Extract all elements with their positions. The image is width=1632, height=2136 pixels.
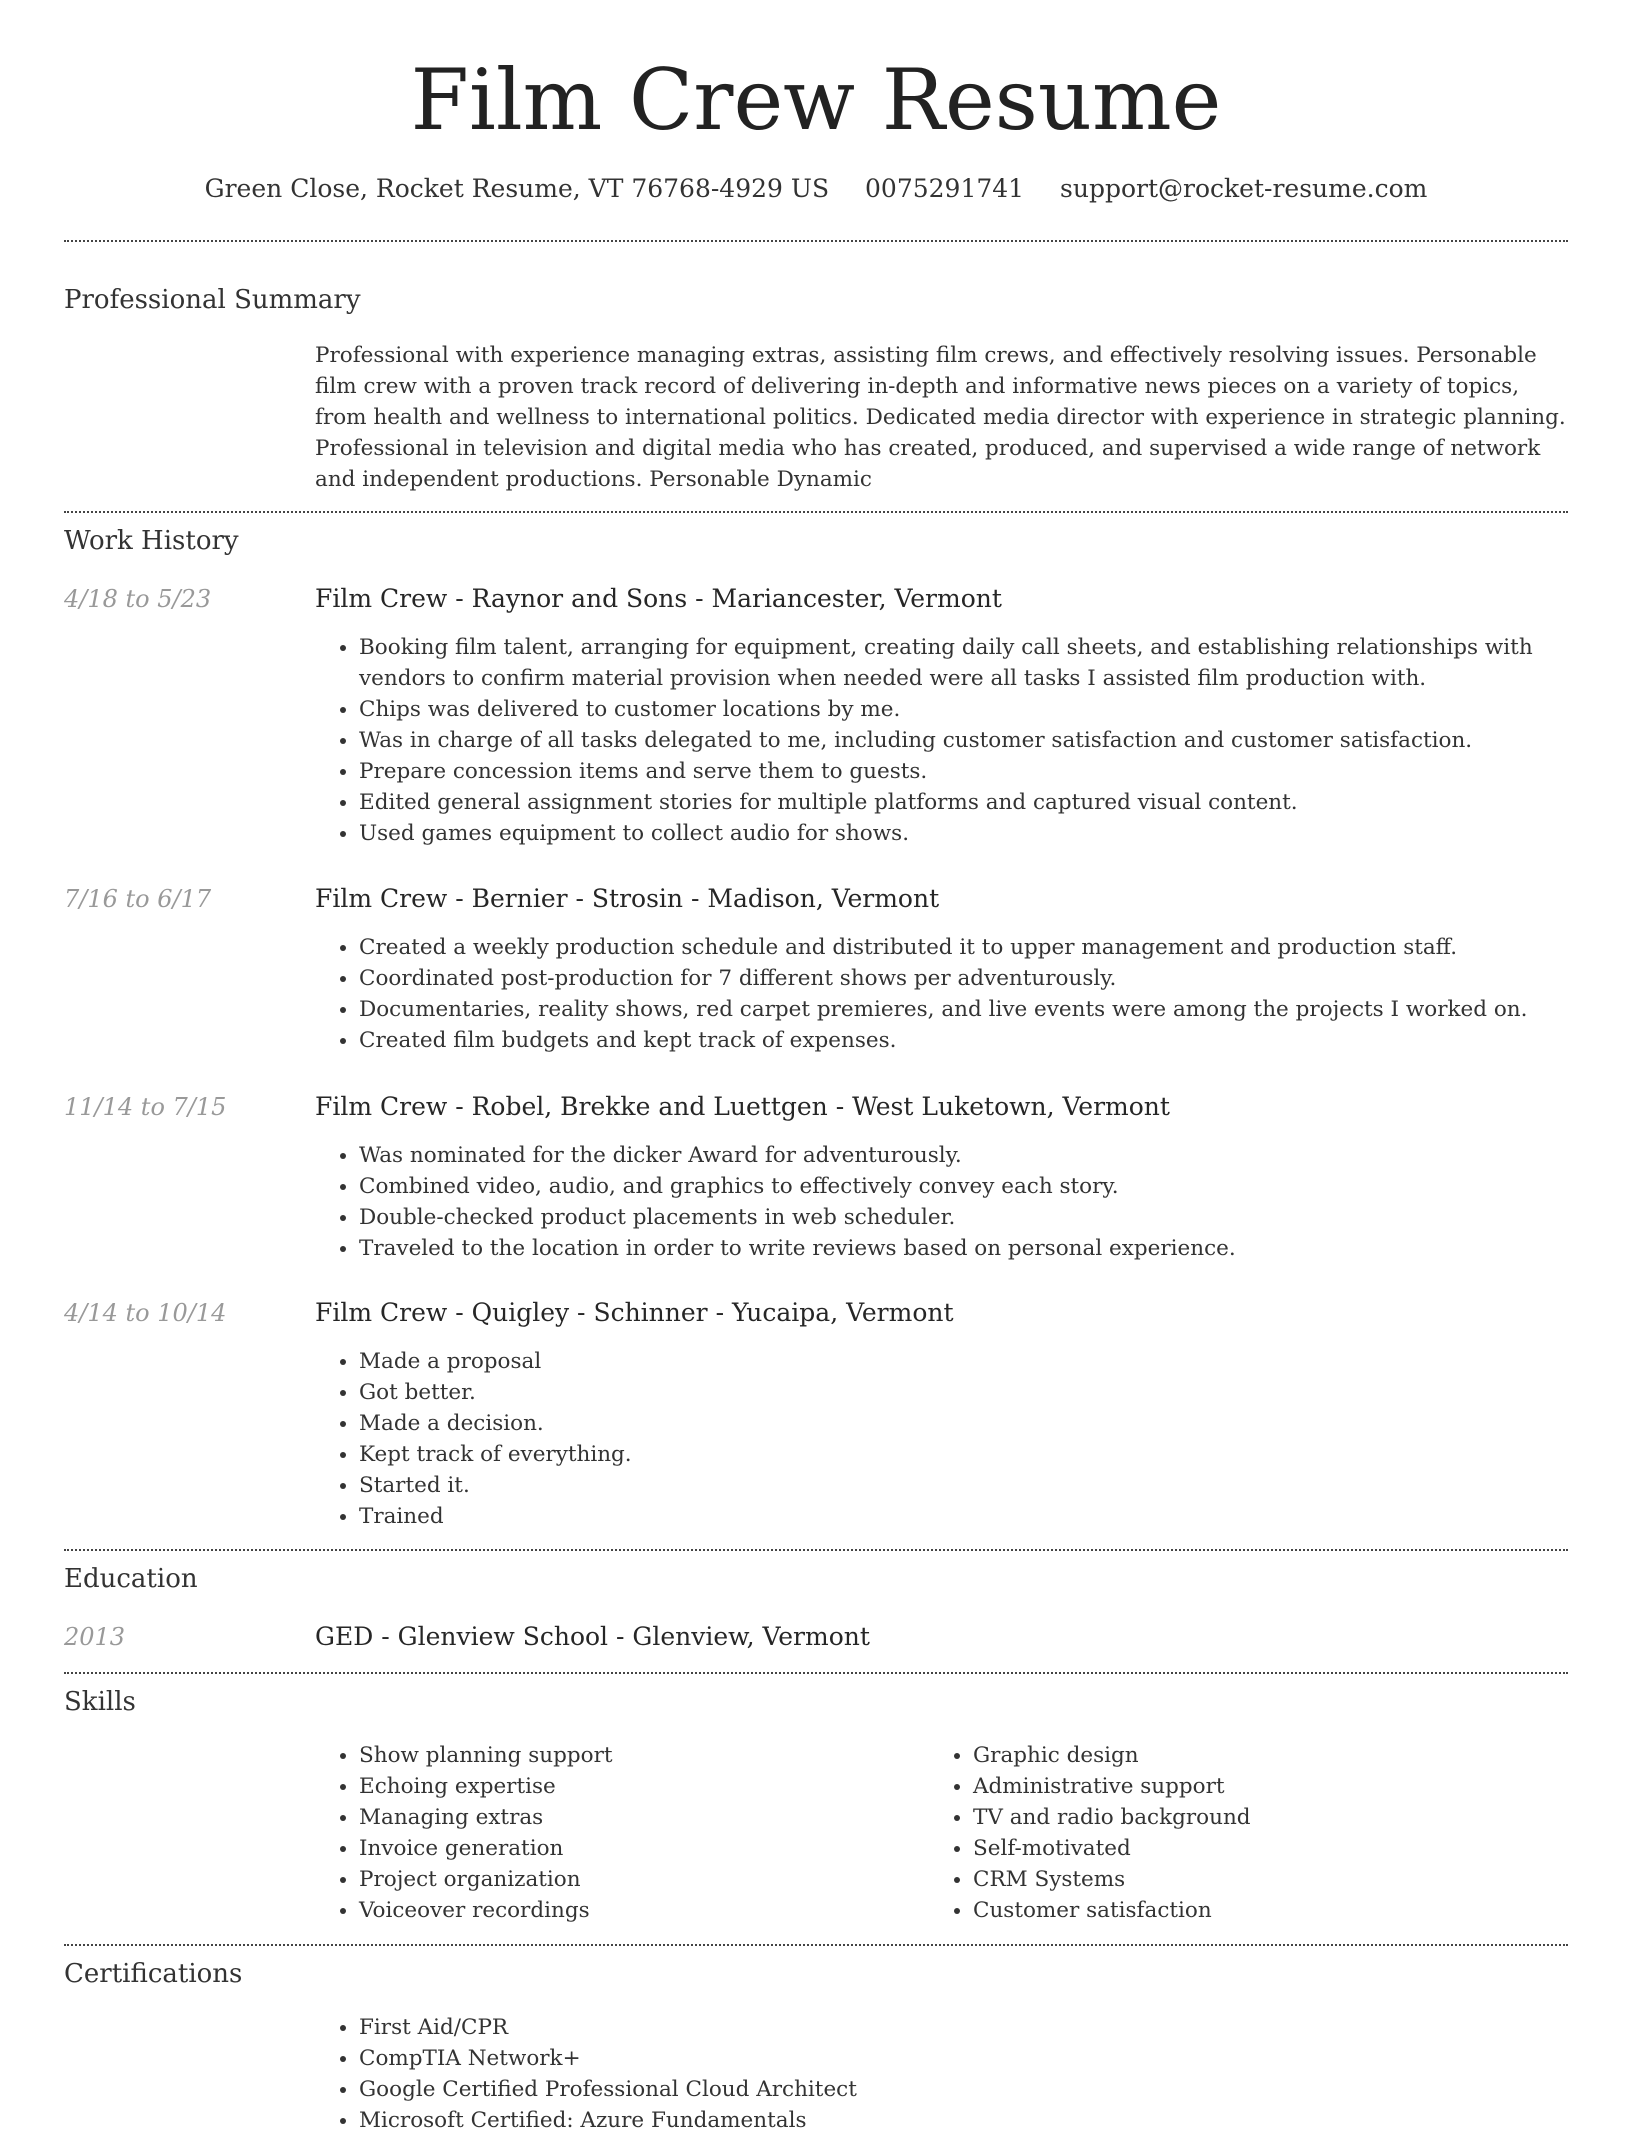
skills-heading: Skills xyxy=(64,1687,136,1717)
divider xyxy=(64,1944,1568,1946)
list-item: • Combined video, audio, and graphics to effectively convey each story. xyxy=(359,1171,1614,1202)
list-item: • Booking film talent, arranging for equipment, creating daily call sheets, and establishing relationships with vendors to confirm material provision when needed were all tasks I assisted film production with. xyxy=(359,632,1614,694)
resume-title: Film Crew Resume xyxy=(410,51,1222,149)
job-title: Film Crew - Robel, Brekke and Luettgen - West Luketown, Vermont xyxy=(315,1092,1170,1121)
job-title: Film Crew - Bernier - Strosin - Madison, Vermont xyxy=(315,884,940,913)
summary-text: Professional with experience managing extras, assisting film crews, and effectively resolving issues. Personable film crew with a proven track record of delivering in-depth and informative news pieces on a variety of topics, from health and wellness to international politics. Dedicated media director with experience in strategic planning. Professional in television and digital media who has created, produced, and supervised a wide range of network and independent productions. Personable Dynamic xyxy=(315,343,1566,492)
list-item: • Prepare concession items and serve them to guests. xyxy=(359,756,1614,787)
list-item: • Kept track of everything. xyxy=(359,1439,1614,1470)
divider xyxy=(64,511,1568,513)
job-title: Film Crew - Raynor and Sons - Mariancester, Vermont xyxy=(315,584,1002,613)
contact-line xyxy=(0,172,1632,206)
list-item: • Managing extras xyxy=(359,1802,919,1833)
list-item: • Made a proposal xyxy=(359,1346,1614,1377)
list-item: • Documentaries, reality shows, red carpet premieres, and live events were among the projects I worked on. xyxy=(359,994,1614,1025)
address: Green Close, Rocket Resume, VT 76768-4929 US xyxy=(204,174,830,203)
list-item: • CompTIA Network+ xyxy=(359,2043,1614,2074)
job-dates: 7/16 to 6/17 xyxy=(64,885,212,913)
list-item: • Echoing expertise xyxy=(359,1771,919,1802)
list-item: • Invoice generation xyxy=(359,1833,919,1864)
work-history-heading: Work History xyxy=(64,526,239,556)
list-item: • Used games equipment to collect audio for shows. xyxy=(359,818,1614,849)
job-bullets xyxy=(315,1140,1614,1264)
job-title: Film Crew - Quigley - Schinner - Yucaipa, Vermont xyxy=(315,1298,954,1327)
list-item: • Was in charge of all tasks delegated to me, including customer satisfaction and customer satisfaction. xyxy=(359,725,1614,756)
list-item: • Customer satisfaction xyxy=(973,1895,1533,1926)
list-item: • Trained xyxy=(359,1501,1614,1532)
list-item: • Administrative support xyxy=(973,1771,1533,1802)
summary-heading: Professional Summary xyxy=(64,285,361,315)
job-bullets xyxy=(315,1346,1614,1532)
education-title: GED - Glenview School - Glenview, Vermont xyxy=(315,1622,870,1651)
list-item: • TV and radio background xyxy=(973,1802,1533,1833)
certifications-list xyxy=(315,2012,1614,2136)
list-item: • Started it. xyxy=(359,1470,1614,1501)
list-item: • Microsoft Certified: Azure Fundamentals xyxy=(359,2105,1614,2136)
list-item: • Show planning support xyxy=(359,1740,919,1771)
list-item: • Google Certified Professional Cloud Architect xyxy=(359,2074,1614,2105)
certifications-heading: Certifications xyxy=(64,1959,243,1989)
job-bullets xyxy=(315,932,1614,1056)
list-item: • Was nominated for the dicker Award for adventurously. xyxy=(359,1140,1614,1171)
divider xyxy=(64,1549,1568,1551)
divider xyxy=(64,240,1568,242)
list-item: • Traveled to the location in order to write reviews based on personal experience. xyxy=(359,1233,1614,1264)
list-item: • CRM Systems xyxy=(973,1864,1533,1895)
email: support@rocket-resume.com xyxy=(1060,174,1428,203)
job-dates: 11/14 to 7/15 xyxy=(64,1093,227,1121)
skills-list-left xyxy=(315,1740,919,1926)
list-item: • Double-checked product placements in web scheduler. xyxy=(359,1202,1614,1233)
list-item: • First Aid/CPR xyxy=(359,2012,1614,2043)
list-item: • Created film budgets and kept track of expenses. xyxy=(359,1025,1614,1056)
education-heading: Education xyxy=(64,1564,198,1594)
list-item: • Self-motivated xyxy=(973,1833,1533,1864)
list-item: • Project organization xyxy=(359,1864,919,1895)
list-item: • Chips was delivered to customer locations by me. xyxy=(359,694,1614,725)
job-bullets xyxy=(315,632,1614,849)
list-item: • Edited general assignment stories for multiple platforms and captured visual content. xyxy=(359,787,1614,818)
skills-list-right xyxy=(929,1740,1533,1926)
divider xyxy=(64,1672,1568,1674)
list-item: • Made a decision. xyxy=(359,1408,1614,1439)
education-year: 2013 xyxy=(64,1623,126,1651)
job-dates: 4/14 to 10/14 xyxy=(64,1299,227,1327)
list-item: • Got better. xyxy=(359,1377,1614,1408)
phone: 0075291741 xyxy=(865,174,1025,203)
job-dates: 4/18 to 5/23 xyxy=(64,585,212,613)
list-item: • Created a weekly production schedule and distributed it to upper management and production staff. xyxy=(359,932,1614,963)
list-item: • Graphic design xyxy=(973,1740,1533,1771)
list-item: • Coordinated post-production for 7 different shows per adventurously. xyxy=(359,963,1614,994)
list-item: • Voiceover recordings xyxy=(359,1895,919,1926)
